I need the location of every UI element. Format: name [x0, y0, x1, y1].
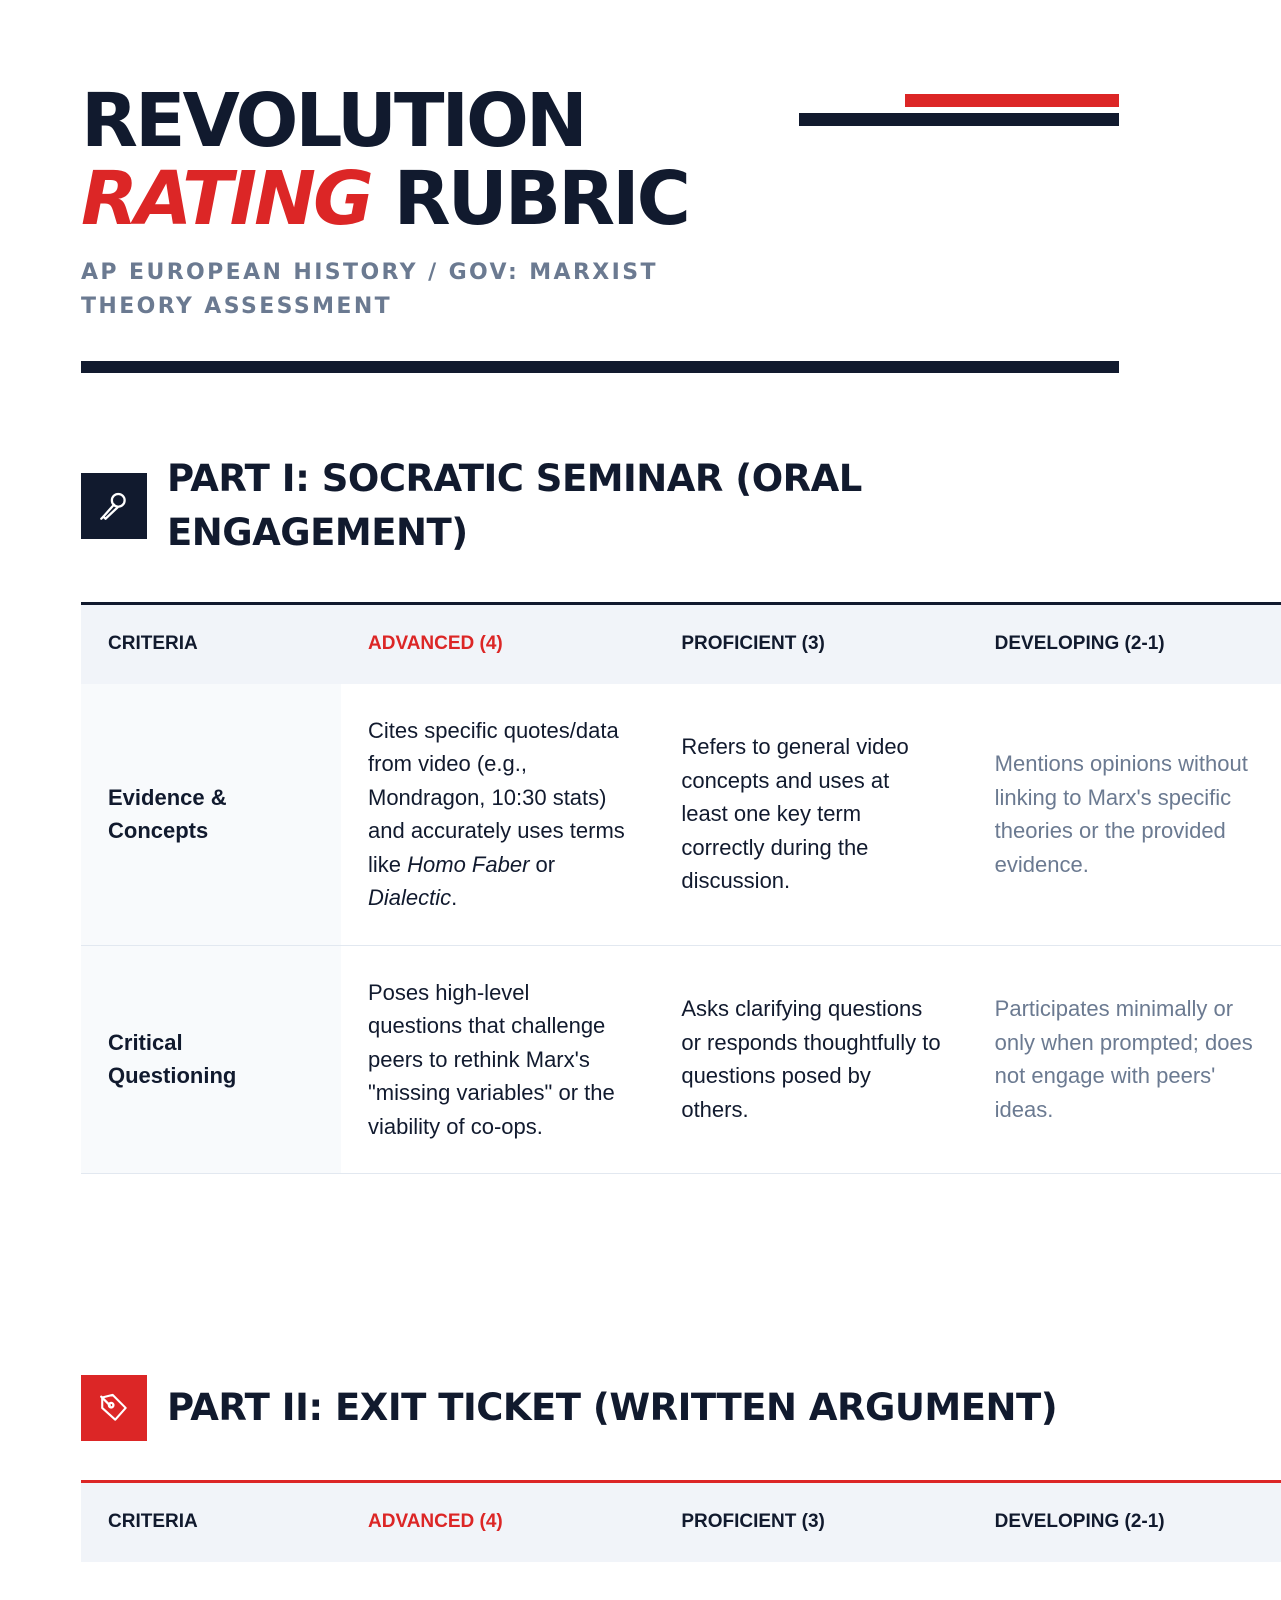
column-header-criteria: CRITERIA [81, 604, 341, 684]
table-header-row [81, 1482, 1281, 1562]
proficient-cell: Refers to general video concepts and uses at least one key term correctly during the discussion. [654, 684, 967, 946]
term-homo-faber: Homo Faber [407, 851, 530, 877]
advanced-conjunction: or [529, 851, 556, 877]
title-rest: RUBRIC [393, 156, 688, 242]
header-divider [81, 361, 1119, 373]
part2-heading [81, 1375, 1119, 1441]
title-accent: RATING [81, 156, 371, 242]
page-header [81, 0, 1119, 376]
column-header-developing: DEVELOPING (2-1) [968, 604, 1281, 684]
column-header-criteria: CRITERIA [81, 1482, 341, 1562]
part1-title: PART I: SOCRATIC SEMINAR (ORAL ENGAGEMENT) [167, 457, 862, 554]
table-header-row [81, 604, 1281, 684]
criteria-cell: Critical Questioning [81, 945, 341, 1174]
column-header-proficient: PROFICIENT (3) [654, 604, 967, 684]
column-header-advanced: ADVANCED (4) [341, 604, 654, 684]
proficient-cell: Asks clarifying questions or responds thoughtfully to questions posed by others. [654, 945, 967, 1174]
advanced-period: . [451, 885, 458, 910]
title-line-1: REVOLUTION [81, 78, 585, 164]
term-dialectic: Dialectic [368, 885, 452, 910]
part2-rubric-table [81, 1480, 1281, 1562]
developing-cell: Participates minimally or only when prompted; does not engage with peers' ideas. [968, 945, 1281, 1174]
advanced-cell: Poses high-level questions that challenge peers to rethink Marx's "missing variables" or the viability of co-ops. [341, 945, 654, 1174]
advanced-cell [341, 684, 654, 946]
page-subtitle: AP EUROPEAN HISTORY / GOV: MARXIST THEORY ASSESSMENT [81, 260, 658, 319]
column-header-proficient: PROFICIENT (3) [654, 1482, 967, 1562]
table-row [81, 684, 1281, 946]
advanced-text: Cites specific quotes/data from video (e.g., Mondragon, 10:30 stats) and accurately uses terms like [368, 717, 625, 877]
decorative-red-bar [905, 94, 1119, 107]
part1-rubric-table [81, 602, 1281, 1174]
criteria-cell: Evidence & Concepts [81, 684, 341, 946]
table-row [81, 945, 1281, 1174]
pen-icon [81, 1375, 147, 1441]
title-line-2 [81, 156, 1119, 242]
microphone-icon [81, 473, 147, 539]
decorative-navy-bar [799, 113, 1119, 126]
column-header-advanced: ADVANCED (4) [341, 1482, 654, 1562]
part1-heading [81, 452, 1119, 560]
part2-title: PART II: EXIT TICKET (WRITTEN ARGUMENT) [167, 1386, 1058, 1429]
column-header-developing: DEVELOPING (2-1) [968, 1482, 1281, 1562]
developing-cell: Mentions opinions without linking to Marx's specific theories or the provided evidence. [968, 684, 1281, 946]
